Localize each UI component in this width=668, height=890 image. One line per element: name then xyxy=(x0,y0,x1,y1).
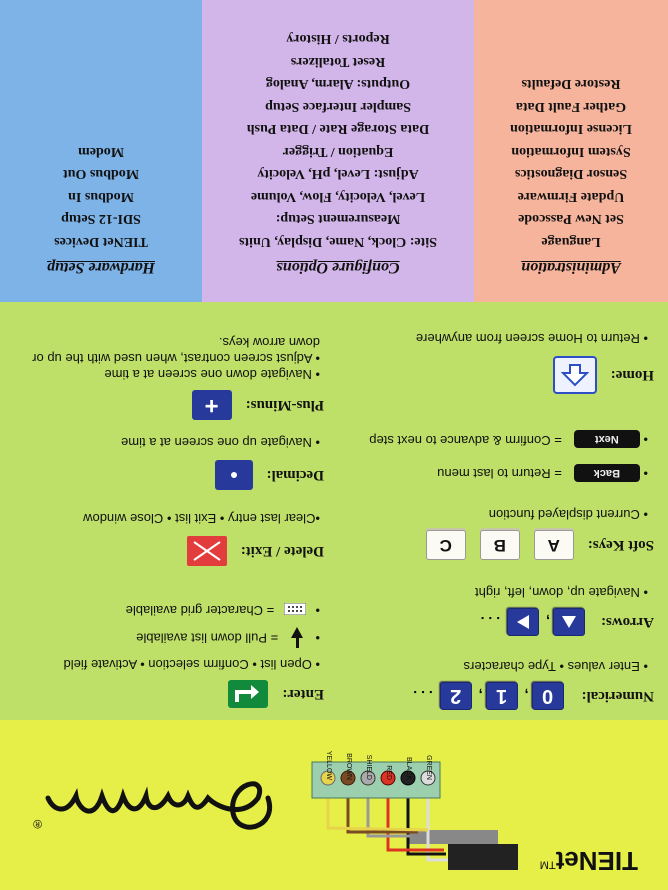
decimal-section xyxy=(14,434,324,490)
tienet-tm: TM xyxy=(539,858,556,871)
brand-band xyxy=(0,720,668,890)
right-arrow-key xyxy=(507,608,539,636)
admin-item-restore-defaults: Restore Defaults xyxy=(521,76,621,92)
character-grid-icon xyxy=(284,603,306,615)
config-item-data-storage: Data Storage Rate / Data Push xyxy=(246,121,430,137)
decimal-title: Decimal: xyxy=(266,467,324,484)
terminal-label-yellow: YELLOW xyxy=(325,750,332,780)
hardware-setup-menu xyxy=(0,0,202,302)
right-key-column xyxy=(6,302,324,720)
configure-options-title: Configure Options xyxy=(276,259,400,276)
decimal-key xyxy=(215,460,253,490)
grid-desc: = Character grid available xyxy=(125,603,275,618)
next-key: Next xyxy=(574,430,640,448)
arrows-desc: • Navigate up, down, left, right xyxy=(475,584,648,600)
numerical-desc: • Enter values • Type characters xyxy=(410,658,648,674)
shield-wrap xyxy=(408,830,498,844)
arrows-ellipsis: . . . xyxy=(480,614,501,630)
key-2: 2 xyxy=(440,682,472,710)
config-item-adjust: Adjust: Level, pH, Velocity xyxy=(257,166,419,182)
admin-item-gather-fault-data: Gather Fault Data xyxy=(515,99,627,114)
home-arrow-icon xyxy=(561,363,589,387)
cable-jacket xyxy=(448,844,518,870)
hw-item-modbus-out: Modbus Out xyxy=(63,166,139,182)
enter-title: Enter: xyxy=(282,686,324,703)
config-item-sampler-interface: Sampler Interface Setup xyxy=(265,99,411,114)
admin-item-license-information: License Information xyxy=(510,121,632,137)
soft-keys-section xyxy=(426,506,654,560)
config-item-equation-trigger: Equation / Trigger xyxy=(282,144,394,159)
hw-item-sdi12-setup: SDI-12 Setup xyxy=(61,211,141,227)
terminal-label-shield: SHIELD xyxy=(365,754,372,780)
plus-minus-title: Plus-Minus: xyxy=(245,397,324,414)
triangle-right-icon xyxy=(516,614,530,630)
config-item-reports-history: Reports / History xyxy=(286,31,390,47)
home-title: Home: xyxy=(610,367,654,384)
triangle-up-icon xyxy=(561,615,577,629)
admin-item-set-new-passcode: Set New Passcode xyxy=(518,211,624,227)
soft-key-c: C xyxy=(426,530,466,560)
left-key-column xyxy=(344,302,654,720)
numerical-section: Numerical: 0, 1, 2 . . . • Enter values • Type characters xyxy=(410,658,654,710)
soft-keys-desc: • Current displayed function xyxy=(426,506,648,522)
key-0: 0 xyxy=(532,682,564,710)
back-desc: = Return to last menu xyxy=(437,466,562,481)
registered-mark: ® xyxy=(33,817,42,831)
delete-exit-desc: •Clear last entry • Exit list • Close window xyxy=(83,511,320,526)
soft-key-b: B xyxy=(480,530,520,560)
arrows-section: Arrows: , . . . • Navigate up, down, left, right xyxy=(475,584,654,636)
delete-exit-key xyxy=(187,536,227,566)
enter-arrow-icon xyxy=(235,684,261,704)
plus-minus-key: + xyxy=(192,390,232,420)
enter-desc: • Open list • Confirm selection • Activate field xyxy=(20,656,320,672)
delete-exit-title: Delete / Exit: xyxy=(240,543,324,560)
tienet-logo xyxy=(540,845,638,876)
next-key-row: • Next = Confirm & advance to next step xyxy=(354,430,654,448)
home-section xyxy=(416,330,654,394)
hw-item-tienet-devices: TIENet Devices xyxy=(54,234,148,249)
terminal-label-red: RED xyxy=(385,765,392,780)
config-item-site: Site: Clock, Name, Display, Units xyxy=(239,234,437,249)
plus-minus-desc-1: • Navigate down one screen at a time xyxy=(6,366,320,382)
key-1: 1 xyxy=(486,682,518,710)
keys-panel xyxy=(0,302,668,720)
home-desc: • Return to Home screen from anywhere xyxy=(416,330,648,346)
admin-item-sensor-diagnostics: Sensor Diagnostics xyxy=(514,166,628,182)
configure-options-menu xyxy=(202,0,474,302)
terminal-label-black: BLACK xyxy=(405,757,412,780)
up-arrow-key xyxy=(553,608,585,636)
enter-section xyxy=(14,602,324,708)
arrows-title: Arrows: xyxy=(600,614,654,631)
signature-logo xyxy=(8,758,288,868)
config-item-outputs: Outputs: Alarm, Analog xyxy=(265,76,411,92)
pulldown-row: • = Pull down list available xyxy=(14,626,320,648)
configure-options-items xyxy=(202,27,474,252)
numerical-ellipsis: . . . xyxy=(413,688,433,704)
config-item-measurement-types: Level, Velocity, Flow, Volume xyxy=(250,189,426,204)
hw-item-modbus-in: Modbus In xyxy=(68,189,134,204)
cable-connector-diagram xyxy=(288,720,528,890)
administration-menu xyxy=(474,0,668,302)
dot-icon xyxy=(230,471,238,479)
grid-row: • = Character grid available xyxy=(125,603,320,618)
decimal-desc: • Navigate up one screen at a time xyxy=(14,434,320,450)
numerical-title: Numerical: xyxy=(581,688,654,705)
admin-item-update-firmware: Update Firmware xyxy=(517,189,625,204)
admin-item-language: Language xyxy=(541,234,601,249)
administration-items xyxy=(474,72,668,252)
delete-exit-section xyxy=(14,510,324,566)
terminal-label-green: GREEN xyxy=(425,755,432,780)
next-desc: = Confirm & advance to next step xyxy=(369,433,562,448)
config-item-reset-totalizers: Reset Totalizers xyxy=(290,54,386,69)
plus-minus-section xyxy=(6,334,324,420)
enter-key xyxy=(228,680,268,708)
soft-keys-title: Soft Keys: xyxy=(587,537,654,554)
soft-key-a: A xyxy=(534,530,574,560)
back-key-row: • Back = Return to last menu xyxy=(354,464,654,482)
tienet-text: TIENet xyxy=(555,846,638,876)
x-icon xyxy=(192,540,222,562)
config-item-measurement-setup: Measurement Setup: xyxy=(275,211,401,227)
terminal-label-brown: BROWN xyxy=(345,753,352,780)
home-key xyxy=(553,356,597,394)
plus-minus-desc-2: • Adjust screen contrast, when used with the up or down arrow keys. xyxy=(20,334,320,366)
administration-title: Administration xyxy=(521,259,621,276)
hardware-setup-title: Hardware Setup xyxy=(47,259,156,276)
back-key: Back xyxy=(574,464,640,482)
hardware-setup-items xyxy=(0,140,202,253)
admin-item-system-information: System Information xyxy=(511,144,631,159)
hw-item-modem: Modem xyxy=(78,144,124,159)
pulldown-desc: = Pull down list available xyxy=(136,630,279,646)
pulldown-icon xyxy=(290,626,304,648)
